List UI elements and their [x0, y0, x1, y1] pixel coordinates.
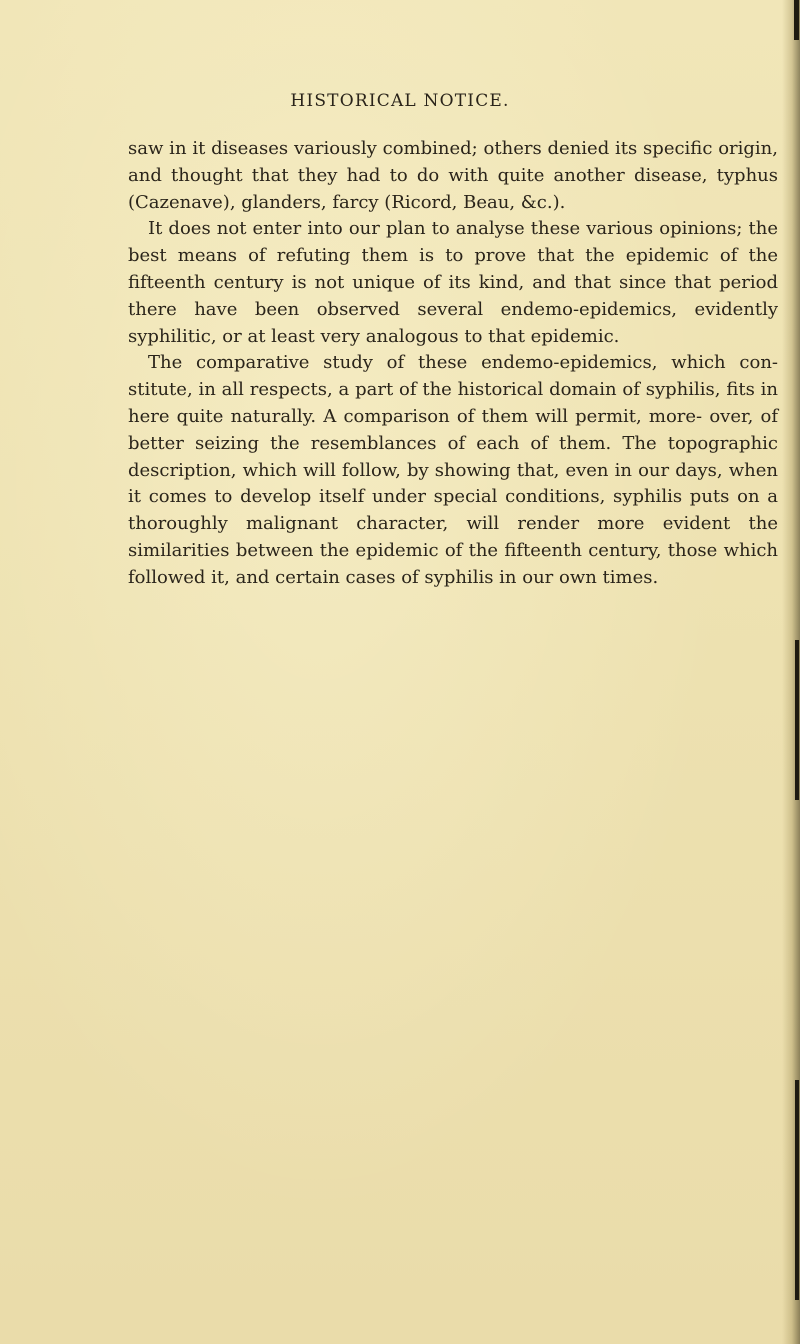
- running-header: HISTORICAL NOTICE.: [290, 91, 510, 111]
- binding-edge-mark: [795, 640, 799, 800]
- binding-edge-mark: [794, 0, 799, 40]
- paragraph-comparative-study: The comparative study of these endemo-epidemics, which con- stitute, in all respects, a part of the historical domain of syphilis, fits in here quite naturally. A comparison of them will permit, more- over, of better seizing the resemblances of each of them. The topographic description, which will follow, by showing that, even in our days, when it comes to develop itself under special conditions, syphilis puts on a thoroughly malignant character, will render more evident the similarities between the epidemic of the fifteenth century, those which followed it, and certain cases of syphilis in our own times.: [128, 352, 778, 588]
- binding-edge-mark: [795, 1080, 799, 1300]
- paragraph-continuation: saw in it diseases variously combined; others denied its specific origin, and thought that they had to do with quite another disease, typhus (Cazenave), glanders, farcy (Ricord, Beau, &c.).: [128, 138, 778, 213]
- page-body-text: [128, 136, 778, 592]
- paragraph-opinions: It does not enter into our plan to analyse these various opinions; the best means of refuting them is to prove that the epidemic of the fifteenth century is not unique of its kind, and that since that period there have been observed several endemo-epidemics, evidently syphilitic, or at least very analogous to that epidemic.: [128, 218, 778, 347]
